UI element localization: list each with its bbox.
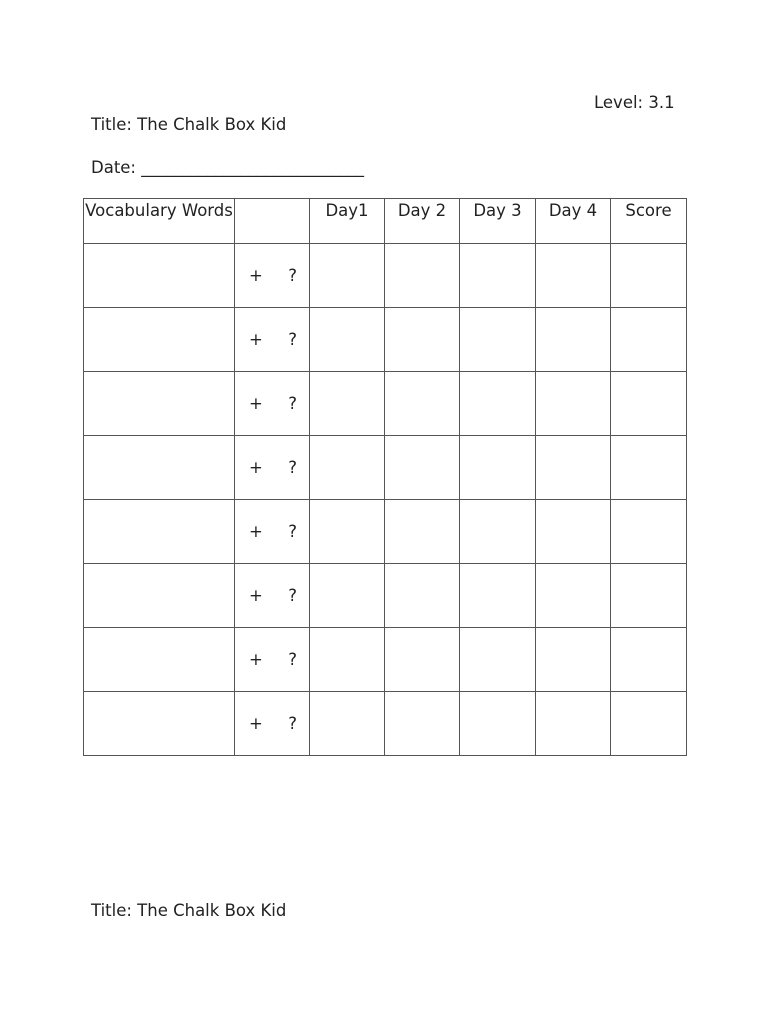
day3-cell	[460, 564, 536, 628]
question-mark: ?	[288, 266, 297, 285]
table-row	[84, 372, 687, 436]
score-cell	[611, 692, 687, 756]
score-cell	[611, 244, 687, 308]
day4-cell	[536, 372, 611, 436]
plus-mark: +	[249, 266, 263, 285]
question-mark: ?	[288, 650, 297, 669]
word-cell	[84, 372, 235, 436]
day4-cell	[536, 436, 611, 500]
day3-cell	[460, 692, 536, 756]
score-cell	[611, 564, 687, 628]
day3-cell	[460, 436, 536, 500]
plus-mark: +	[249, 458, 263, 477]
vocabulary-table	[83, 198, 687, 756]
plus-mark: +	[249, 394, 263, 413]
score-cell	[611, 628, 687, 692]
score-cell	[611, 500, 687, 564]
header-day4: Day 4	[536, 199, 611, 244]
day1-cell	[310, 564, 385, 628]
day2-cell	[385, 244, 460, 308]
day3-cell	[460, 244, 536, 308]
score-cell	[611, 436, 687, 500]
header-day3: Day 3	[460, 199, 536, 244]
plus-mark: +	[249, 714, 263, 733]
day2-cell	[385, 692, 460, 756]
day2-cell	[385, 500, 460, 564]
header-day1: Day1	[310, 199, 385, 244]
table-row	[84, 564, 687, 628]
mark-cell	[235, 564, 310, 628]
day4-cell	[536, 308, 611, 372]
date-field: Date: ___________________________	[91, 158, 364, 177]
header-vocabulary-words: Vocabulary Words	[84, 199, 235, 244]
page-title: Title: The Chalk Box Kid	[91, 115, 287, 134]
mark-pair	[235, 266, 309, 285]
table-row	[84, 628, 687, 692]
plus-mark: +	[249, 650, 263, 669]
mark-cell	[235, 436, 310, 500]
table-row	[84, 436, 687, 500]
day4-cell	[536, 500, 611, 564]
question-mark: ?	[288, 330, 297, 349]
mark-cell	[235, 500, 310, 564]
plus-mark: +	[249, 586, 263, 605]
day3-cell	[460, 308, 536, 372]
day2-cell	[385, 564, 460, 628]
word-cell	[84, 628, 235, 692]
day4-cell	[536, 692, 611, 756]
table-row	[84, 500, 687, 564]
day1-cell	[310, 372, 385, 436]
level-label: Level: 3.1	[594, 93, 675, 112]
day3-cell	[460, 500, 536, 564]
day3-cell	[460, 628, 536, 692]
day3-cell	[460, 372, 536, 436]
day2-cell	[385, 372, 460, 436]
day4-cell	[536, 564, 611, 628]
word-cell	[84, 244, 235, 308]
table-row	[84, 692, 687, 756]
word-cell	[84, 692, 235, 756]
mark-pair	[235, 650, 309, 669]
mark-cell	[235, 372, 310, 436]
mark-pair	[235, 458, 309, 477]
plus-mark: +	[249, 522, 263, 541]
question-mark: ?	[288, 458, 297, 477]
header-row	[84, 199, 687, 244]
plus-mark: +	[249, 330, 263, 349]
day1-cell	[310, 692, 385, 756]
footer-title: Title: The Chalk Box Kid	[91, 901, 287, 920]
day2-cell	[385, 628, 460, 692]
mark-pair	[235, 586, 309, 605]
mark-pair	[235, 522, 309, 541]
mark-pair	[235, 330, 309, 349]
mark-pair	[235, 394, 309, 413]
header-blank	[235, 199, 310, 244]
question-mark: ?	[288, 586, 297, 605]
mark-cell	[235, 628, 310, 692]
day2-cell	[385, 308, 460, 372]
table-row	[84, 308, 687, 372]
question-mark: ?	[288, 394, 297, 413]
score-cell	[611, 308, 687, 372]
mark-pair	[235, 714, 309, 733]
word-cell	[84, 500, 235, 564]
word-cell	[84, 564, 235, 628]
table-row	[84, 244, 687, 308]
day4-cell	[536, 628, 611, 692]
header-score: Score	[611, 199, 687, 244]
header-day2: Day 2	[385, 199, 460, 244]
day1-cell	[310, 500, 385, 564]
day1-cell	[310, 436, 385, 500]
score-cell	[611, 372, 687, 436]
question-mark: ?	[288, 522, 297, 541]
day2-cell	[385, 436, 460, 500]
mark-cell	[235, 244, 310, 308]
word-cell	[84, 436, 235, 500]
day4-cell	[536, 244, 611, 308]
day1-cell	[310, 628, 385, 692]
day1-cell	[310, 308, 385, 372]
mark-cell	[235, 692, 310, 756]
day1-cell	[310, 244, 385, 308]
word-cell	[84, 308, 235, 372]
question-mark: ?	[288, 714, 297, 733]
mark-cell	[235, 308, 310, 372]
